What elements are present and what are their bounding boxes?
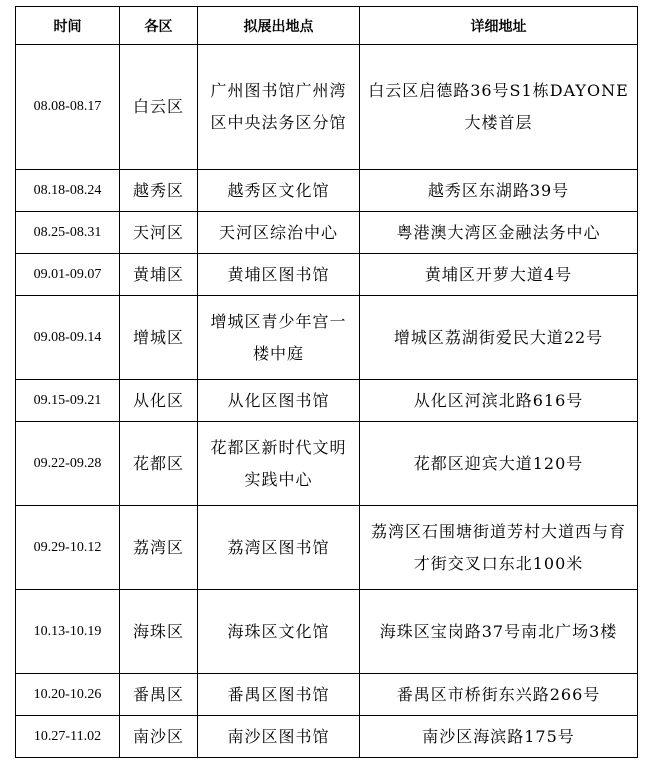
- header-row: [16, 7, 638, 45]
- address-cell: 海珠区宝岗路37号南北广场3楼: [360, 590, 638, 674]
- district-cell: 从化区: [120, 380, 198, 422]
- address-cell: 荔湾区石围塘街道芳村大道西与育才街交叉口东北100米: [360, 506, 638, 590]
- header-venue: 拟展出地点: [198, 7, 360, 45]
- table-row: [16, 506, 638, 590]
- table-row: [16, 716, 638, 758]
- venue-cell: 黄埔区图书馆: [198, 254, 360, 296]
- date-cell: 10.27-11.02: [16, 716, 120, 758]
- address-cell: 白云区启德路36号S1栋DAYONE大楼首层: [360, 45, 638, 170]
- district-cell: 越秀区: [120, 170, 198, 212]
- date-cell: 09.29-10.12: [16, 506, 120, 590]
- address-cell: 南沙区海滨路175号: [360, 716, 638, 758]
- table-row: [16, 422, 638, 506]
- district-cell: 天河区: [120, 212, 198, 254]
- table-row: [16, 590, 638, 674]
- table-body: [16, 45, 638, 758]
- address-cell: 从化区河滨北路616号: [360, 380, 638, 422]
- district-cell: 海珠区: [120, 590, 198, 674]
- table-row: [16, 170, 638, 212]
- address-cell: 花都区迎宾大道120号: [360, 422, 638, 506]
- table-header: [16, 7, 638, 45]
- table-row: [16, 380, 638, 422]
- date-cell: 09.01-09.07: [16, 254, 120, 296]
- venue-cell: 番禺区图书馆: [198, 674, 360, 716]
- table-row: [16, 45, 638, 170]
- venue-cell: 越秀区文化馆: [198, 170, 360, 212]
- table-row: [16, 296, 638, 380]
- address-cell: 增城区荔湖街爱民大道22号: [360, 296, 638, 380]
- district-cell: 黄埔区: [120, 254, 198, 296]
- header-address: 详细地址: [360, 7, 638, 45]
- date-cell: 08.08-08.17: [16, 45, 120, 170]
- venue-cell: 从化区图书馆: [198, 380, 360, 422]
- venue-cell: 海珠区文化馆: [198, 590, 360, 674]
- venue-cell: 南沙区图书馆: [198, 716, 360, 758]
- table-row: [16, 254, 638, 296]
- district-cell: 南沙区: [120, 716, 198, 758]
- district-cell: 番禺区: [120, 674, 198, 716]
- address-cell: 越秀区东湖路39号: [360, 170, 638, 212]
- address-cell: 番禺区市桥街东兴路266号: [360, 674, 638, 716]
- date-cell: 10.20-10.26: [16, 674, 120, 716]
- header-district: 各区: [120, 7, 198, 45]
- district-cell: 白云区: [120, 45, 198, 170]
- date-cell: 09.08-09.14: [16, 296, 120, 380]
- date-cell: 09.22-09.28: [16, 422, 120, 506]
- date-cell: 09.15-09.21: [16, 380, 120, 422]
- venue-cell: 天河区综治中心: [198, 212, 360, 254]
- date-cell: 08.25-08.31: [16, 212, 120, 254]
- table-row: [16, 212, 638, 254]
- address-cell: 黄埔区开萝大道4号: [360, 254, 638, 296]
- date-cell: 10.13-10.19: [16, 590, 120, 674]
- venue-cell: 广州图书馆广州湾区中央法务区分馆: [198, 45, 360, 170]
- venue-cell: 荔湾区图书馆: [198, 506, 360, 590]
- venue-cell: 增城区青少年宫一楼中庭: [198, 296, 360, 380]
- district-cell: 增城区: [120, 296, 198, 380]
- table-row: [16, 674, 638, 716]
- district-cell: 花都区: [120, 422, 198, 506]
- date-cell: 08.18-08.24: [16, 170, 120, 212]
- header-time: 时间: [16, 7, 120, 45]
- venue-cell: 花都区新时代文明实践中心: [198, 422, 360, 506]
- address-cell: 粤港澳大湾区金融法务中心: [360, 212, 638, 254]
- exhibition-schedule-table: [15, 6, 638, 758]
- district-cell: 荔湾区: [120, 506, 198, 590]
